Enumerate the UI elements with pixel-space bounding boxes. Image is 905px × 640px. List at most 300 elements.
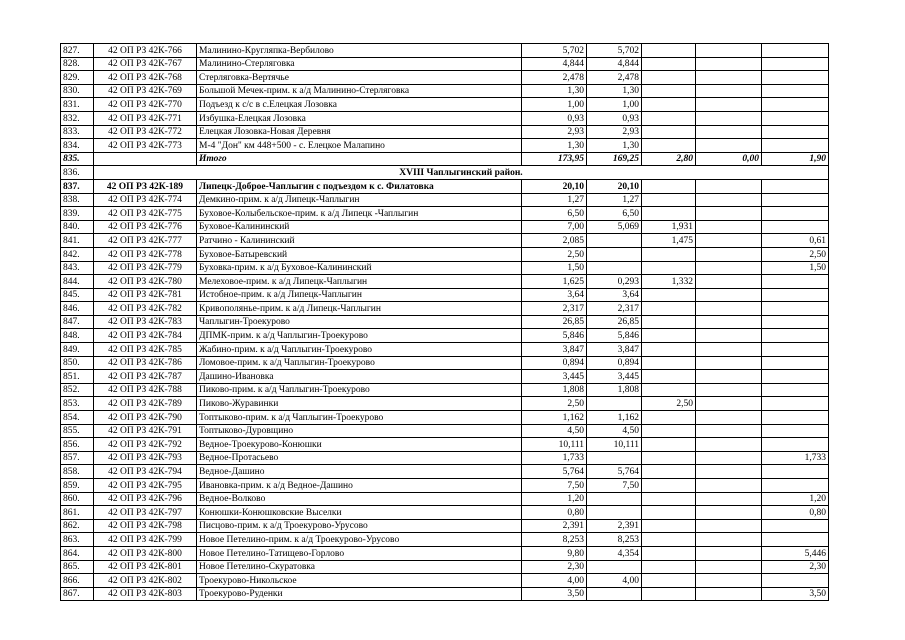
cell-name: ДПМК-прим. к а/д Чаплыгин-Троекурово [197,329,522,343]
table-row [61,533,829,547]
cell-d [696,411,762,425]
cell-name: Писцово-прим. к а/д Троекурово-Урусово [197,519,522,533]
cell-d [696,207,762,221]
cell-e [762,220,829,234]
cell-b: 10,111 [587,438,642,452]
cell-a: 2,391 [522,519,587,533]
cell-d [696,261,762,275]
cell-d [696,57,762,71]
cell-n: 853. [61,397,94,411]
table-row [61,356,829,370]
cell-code: 42 ОП РЗ 42К-792 [94,438,197,452]
cell-c [642,574,696,588]
cell-c [642,193,696,207]
cell-b: 26,85 [587,315,642,329]
cell-n: 859. [61,479,94,493]
table-row [61,438,829,452]
cell-a: 4,00 [522,574,587,588]
cell-c [642,71,696,85]
cell-c [642,179,696,193]
cell-n: 847. [61,315,94,329]
cell-n: 854. [61,411,94,425]
cell-code: 42 ОП РЗ 42К-794 [94,465,197,479]
cell-c [642,506,696,520]
cell-name: Троекурово-Никольское [197,574,522,588]
cell-d [696,370,762,384]
cell-c [642,343,696,357]
cell-a: 2,317 [522,302,587,316]
cell-a: 4,844 [522,57,587,71]
cell-a: 1,50 [522,261,587,275]
cell-n: 867. [61,587,94,601]
table-row [61,234,829,248]
cell-n: 846. [61,302,94,316]
cell-e [762,465,829,479]
roads-table [60,43,829,601]
cell-b: 0,894 [587,356,642,370]
cell-d [696,397,762,411]
table-row [61,44,829,58]
table-row [61,57,829,71]
cell-e [762,519,829,533]
cell-n: 857. [61,451,94,465]
cell-c [642,424,696,438]
cell-b [587,234,642,248]
cell-e: 1,50 [762,261,829,275]
cell-a: 2,50 [522,247,587,261]
cell-code: 42 ОП РЗ 42К-791 [94,424,197,438]
cell-e [762,397,829,411]
cell-n: 864. [61,546,94,560]
cell-e: 5,446 [762,546,829,560]
cell-code: 42 ОП РЗ 42К-767 [94,57,197,71]
cell-b: 169,25 [587,152,642,166]
cell-name: Большой Мечек-прим. к а/д Малинино-Стерляговка [197,84,522,98]
cell-c [642,451,696,465]
cell-a: 1,808 [522,383,587,397]
cell-c: 2,80 [642,152,696,166]
cell-e [762,111,829,125]
cell-d [696,329,762,343]
cell-a: 1,27 [522,193,587,207]
cell-e [762,424,829,438]
cell-a: 3,50 [522,587,587,601]
cell-e [762,84,829,98]
cell-d [696,356,762,370]
cell-e [762,71,829,85]
cell-c [642,438,696,452]
cell-c [642,84,696,98]
cell-d [696,383,762,397]
cell-d [696,506,762,520]
table-row [61,111,829,125]
cell-name: Избушка-Елецкая Лозовка [197,111,522,125]
cell-b: 2,391 [587,519,642,533]
cell-code: 42 ОП РЗ 42К-788 [94,383,197,397]
cell-e [762,302,829,316]
cell-code: 42 ОП РЗ 42К-783 [94,315,197,329]
cell-a: 8,253 [522,533,587,547]
section-header-row [61,166,829,180]
cell-code: 42 ОП РЗ 42К-784 [94,329,197,343]
cell-c [642,125,696,139]
table-row [61,451,829,465]
cell-e [762,329,829,343]
cell-e [762,44,829,58]
cell-a: 5,846 [522,329,587,343]
table-row [61,261,829,275]
cell-d: 0,00 [696,152,762,166]
cell-name: Пиково-Журавинки [197,397,522,411]
cell-c [642,465,696,479]
cell-name: Ведное-Протасьево [197,451,522,465]
cell-code: 42 ОП РЗ 42К-777 [94,234,197,248]
cell-code: 42 ОП РЗ 42К-775 [94,207,197,221]
cell-b: 0,93 [587,111,642,125]
cell-e: 2,50 [762,247,829,261]
cell-name: Конюшки-Конюшковские Выселки [197,506,522,520]
cell-n: 848. [61,329,94,343]
table-row [61,125,829,139]
cell-n: 831. [61,98,94,112]
cell-n: 830. [61,84,94,98]
cell-b: 5,069 [587,220,642,234]
cell-d [696,519,762,533]
table-row [61,220,829,234]
cell-d [696,275,762,289]
cell-e [762,98,829,112]
cell-code: 42 ОП РЗ 42К-776 [94,220,197,234]
cell-n: 850. [61,356,94,370]
cell-c [642,247,696,261]
cell-name: Малинино-Стерляговка [197,57,522,71]
cell-c [642,356,696,370]
cell-a: 1,733 [522,451,587,465]
cell-b [587,451,642,465]
cell-d [696,44,762,58]
cell-code: 42 ОП РЗ 42К-769 [94,84,197,98]
table-row [61,574,829,588]
cell-e [762,411,829,425]
cell-a: 1,20 [522,492,587,506]
cell-a: 1,30 [522,139,587,153]
cell-c [642,288,696,302]
cell-d [696,84,762,98]
cell-b: 1,27 [587,193,642,207]
cell-name: Дашино-Ивановка [197,370,522,384]
cell-b: 4,844 [587,57,642,71]
cell-c: 1,475 [642,234,696,248]
cell-a: 1,625 [522,275,587,289]
cell-b [587,506,642,520]
table-row [61,546,829,560]
cell-d [696,315,762,329]
table-row [61,71,829,85]
cell-a: 1,00 [522,98,587,112]
cell-b: 2,317 [587,302,642,316]
cell-n: 835. [61,152,94,166]
cell-e [762,179,829,193]
cell-n: 839. [61,207,94,221]
cell-n: 862. [61,519,94,533]
cell-d [696,587,762,601]
cell-c [642,98,696,112]
cell-a: 2,085 [522,234,587,248]
roads-table-body [61,44,829,601]
cell-b: 8,253 [587,533,642,547]
cell-d [696,220,762,234]
cell-a: 0,894 [522,356,587,370]
cell-d [696,302,762,316]
cell-a: 9,80 [522,546,587,560]
table-row [61,397,829,411]
cell-a: 2,478 [522,71,587,85]
cell-n: 838. [61,193,94,207]
cell-code: 42 ОП РЗ 42К-772 [94,125,197,139]
cell-e [762,533,829,547]
cell-a: 7,00 [522,220,587,234]
cell-a: 5,764 [522,465,587,479]
table-row [61,139,829,153]
cell-b: 5,846 [587,329,642,343]
table-row [61,302,829,316]
cell-e: 0,61 [762,234,829,248]
cell-code: 42 ОП РЗ 42К-779 [94,261,197,275]
cell-n: 828. [61,57,94,71]
cell-b: 2,93 [587,125,642,139]
cell-code: 42 ОП РЗ 42К-782 [94,302,197,316]
cell-c [642,139,696,153]
cell-name: Буховое-Батыревский [197,247,522,261]
cell-b: 1,808 [587,383,642,397]
cell-code: 42 ОП РЗ 42К-189 [94,179,197,193]
cell-n: 832. [61,111,94,125]
table-row [61,247,829,261]
cell-name: Чаплыгин-Троекурово [197,315,522,329]
table-row [61,193,829,207]
cell-a: 2,93 [522,125,587,139]
cell-code: 42 ОП РЗ 42К-785 [94,343,197,357]
cell-d [696,234,762,248]
total-row [61,152,829,166]
table-row [61,288,829,302]
cell-c [642,587,696,601]
cell-name: Елецкая Лозовка-Новая Деревня [197,125,522,139]
cell-n: 855. [61,424,94,438]
cell-b [587,492,642,506]
cell-e [762,479,829,493]
table-row [61,343,829,357]
cell-d [696,343,762,357]
cell-name: Ведное-Дашино [197,465,522,479]
table-row [61,179,829,193]
table-row [61,506,829,520]
cell-n: 833. [61,125,94,139]
cell-name: Демкино-прим. к а/д Липецк-Чаплыгин [197,193,522,207]
cell-n: 866. [61,574,94,588]
cell-code: 42 ОП РЗ 42К-798 [94,519,197,533]
cell-b: 4,50 [587,424,642,438]
cell-b: 1,162 [587,411,642,425]
cell-a: 7,50 [522,479,587,493]
cell-c [642,411,696,425]
cell-code: 42 ОП РЗ 42К-802 [94,574,197,588]
cell-name: Буховое-Колыбельское-прим. к а/д Липецк -Чаплыгин [197,207,522,221]
table-row [61,519,829,533]
cell-code: 42 ОП РЗ 42К-770 [94,98,197,112]
cell-code: 42 ОП РЗ 42К-803 [94,587,197,601]
cell-a: 173,95 [522,152,587,166]
cell-n: 852. [61,383,94,397]
cell-b [587,587,642,601]
cell-e [762,574,829,588]
table-row [61,315,829,329]
cell-name: М-4 "Дон" км 448+500 - с. Елецкое Малапино [197,139,522,153]
cell-e [762,343,829,357]
cell-b: 7,50 [587,479,642,493]
cell-e: 2,30 [762,560,829,574]
table-row [61,84,829,98]
cell-e [762,139,829,153]
cell-name: Ведное-Волково [197,492,522,506]
cell-n: 851. [61,370,94,384]
cell-e [762,383,829,397]
cell-n: 845. [61,288,94,302]
cell-c [642,44,696,58]
cell-n: 863. [61,533,94,547]
cell-name: Ивановка-прим. к а/д Ведное-Дашино [197,479,522,493]
cell-a: 0,80 [522,506,587,520]
cell-a: 10,111 [522,438,587,452]
cell-a: 3,847 [522,343,587,357]
cell-name: Малинино-Кругляпка-Вербилово [197,44,522,58]
cell-name: Мелеховое-прим. к а/д Липецк-Чаплыгин [197,275,522,289]
table-row [61,492,829,506]
cell-e [762,438,829,452]
cell-d [696,139,762,153]
cell-e [762,288,829,302]
cell-code: 42 ОП РЗ 42К-799 [94,533,197,547]
cell-d [696,247,762,261]
cell-code: 42 ОП РЗ 42К-801 [94,560,197,574]
cell-a: 2,30 [522,560,587,574]
cell-b: 3,847 [587,343,642,357]
cell-code: 42 ОП РЗ 42К-796 [94,492,197,506]
table-row [61,383,829,397]
cell-a: 3,445 [522,370,587,384]
cell-b: 3,445 [587,370,642,384]
cell-d [696,424,762,438]
cell-n: 856. [61,438,94,452]
cell-name: Топтыково-прим. к а/д Чаплыгин-Троекурово [197,411,522,425]
cell-b: 2,478 [587,71,642,85]
cell-n: 827. [61,44,94,58]
table-row [61,560,829,574]
cell-n: 844. [61,275,94,289]
cell-code: 42 ОП РЗ 42К-795 [94,479,197,493]
cell-a: 26,85 [522,315,587,329]
cell-d [696,193,762,207]
cell-name: Истобное-прим. к а/д Липецк-Чаплыгин [197,288,522,302]
cell-n: 840. [61,220,94,234]
cell-name: Топтыково-Дуровщино [197,424,522,438]
cell-n: 837. [61,179,94,193]
table-row [61,411,829,425]
cell-a: 1,162 [522,411,587,425]
cell-d [696,533,762,547]
cell-a: 3,64 [522,288,587,302]
table-row [61,207,829,221]
cell-b: 1,30 [587,84,642,98]
cell-code: 42 ОП РЗ 42К-771 [94,111,197,125]
cell-a: 5,702 [522,44,587,58]
cell-d [696,492,762,506]
cell-e: 3,50 [762,587,829,601]
cell-code: 42 ОП РЗ 42К-781 [94,288,197,302]
cell-d [696,71,762,85]
table-row [61,275,829,289]
cell-c [642,546,696,560]
cell-b: 5,702 [587,44,642,58]
cell-e [762,356,829,370]
cell-a: 6,50 [522,207,587,221]
cell-c [642,533,696,547]
cell-b: 20,10 [587,179,642,193]
cell-code [94,152,197,166]
cell-e [762,315,829,329]
table-row [61,465,829,479]
table-row [61,424,829,438]
cell-c [642,479,696,493]
cell-name: Жабино-прим. к а/д Чаплыгин-Троекурово [197,343,522,357]
cell-d [696,479,762,493]
cell-b: 4,354 [587,546,642,560]
cell-c: 1,931 [642,220,696,234]
cell-b: 3,64 [587,288,642,302]
cell-name: Буховка-прим. к а/д Буховое-Калининский [197,261,522,275]
cell-b [587,560,642,574]
cell-d [696,465,762,479]
cell-d [696,438,762,452]
cell-c [642,560,696,574]
cell-n: 834. [61,139,94,153]
cell-name: Новое Петелино-Скуратовка [197,560,522,574]
cell-n: 849. [61,343,94,357]
cell-code: 42 ОП РЗ 42К-787 [94,370,197,384]
cell-a: 4,50 [522,424,587,438]
section-title: XVIII Чаплыгинский район. [94,166,829,180]
cell-name: Буховое-Калининский [197,220,522,234]
cell-name: Ломовое-прим. к а/д Чаплыгин-Троекурово [197,356,522,370]
cell-e [762,207,829,221]
cell-c: 2,50 [642,397,696,411]
cell-d [696,574,762,588]
cell-b: 1,30 [587,139,642,153]
cell-c [642,329,696,343]
cell-c [642,370,696,384]
cell-code: 42 ОП РЗ 42К-793 [94,451,197,465]
cell-a: 20,10 [522,179,587,193]
cell-n: 841. [61,234,94,248]
cell-b: 6,50 [587,207,642,221]
cell-code: 42 ОП РЗ 42К-780 [94,275,197,289]
cell-a: 1,30 [522,84,587,98]
cell-c [642,302,696,316]
cell-d [696,111,762,125]
cell-d [696,546,762,560]
cell-c [642,315,696,329]
cell-e: 0,80 [762,506,829,520]
